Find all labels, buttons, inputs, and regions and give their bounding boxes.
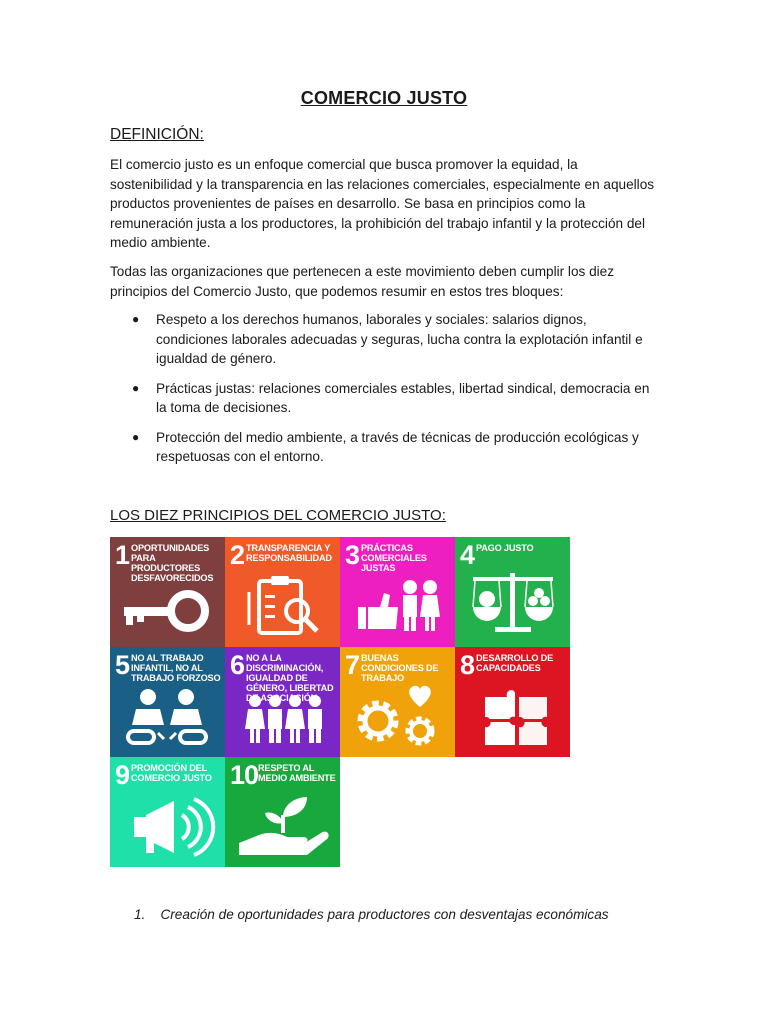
list-number: 1. (134, 907, 146, 922)
principle-tile-7 (340, 647, 455, 757)
bullet-list (110, 310, 660, 477)
principle-label: PROMOCIÓN DEL COMERCIO JUSTO (131, 763, 212, 783)
list-item-text: Creación de oportunidades para productores con desventajas económicas (160, 907, 609, 922)
principle-number: 2 (230, 540, 245, 570)
principle-tile-2 (225, 537, 340, 647)
principle-label: NO AL TRABAJO INFANTIL, NO AL TRABAJO FORZOSO (131, 653, 221, 683)
principle-label: OPORTUNIDADES PARA PRODUCTORES DESFAVORECIDOS (131, 543, 214, 583)
principle-label: DESARROLLO DE CAPACIDADES (476, 653, 554, 673)
numbered-list-item (134, 907, 609, 922)
principle-number: 3 (345, 540, 360, 570)
principle-tile-9 (110, 757, 225, 867)
list-item (110, 379, 660, 418)
bullet-icon: ● (132, 312, 140, 326)
principle-tile-6 (225, 647, 340, 757)
principle-label: PAGO JUSTO (476, 543, 534, 553)
list-item (110, 310, 660, 369)
principle-number: 4 (460, 540, 475, 570)
principle-tile-4 (455, 537, 570, 647)
principle-number: 8 (460, 650, 475, 680)
principles-heading: LOS DIEZ PRINCIPIOS DEL COMERCIO JUSTO: (110, 507, 446, 524)
intro-paragraph: Todas las organizaciones que pertenecen a este movimiento deben cumplir los diez principios del Comercio Justo, que podemos resumir en estos tres bloques: (110, 264, 615, 299)
principle-number: 10 (230, 760, 259, 790)
principle-label: RESPETO AL MEDIO AMBIENTE (258, 763, 336, 783)
principle-label: PRÁCTICAS COMERCIALES JUSTAS (361, 543, 427, 573)
definition-paragraph: El comercio justo es un enfoque comercial que busca promover la equidad, la sostenibilidad y la transparencia en las relaciones comerciales, especialmente en aquellos productos provenientes de países en desarrollo. Se basa en principios como la remuneración justa a los productores, la prohibición del trabajo infantil y la protección del medio ambiente. (110, 157, 655, 250)
principle-label: BUENAS CONDICIONES DE TRABAJO (361, 653, 439, 683)
principle-tile-1 (110, 537, 225, 647)
principle-number: 1 (115, 540, 130, 570)
bullet-icon: ● (132, 429, 140, 444)
principle-label: TRANSPARENCIA Y RESPONSABILIDAD (246, 543, 332, 563)
principle-number: 5 (115, 650, 130, 680)
bullet-icon: ● (132, 380, 140, 395)
principle-number: 6 (230, 650, 245, 680)
principles-grid (110, 537, 572, 867)
bullet-text: Respeto a los derechos humanos, laborales y sociales: salarios dignos, condiciones laborales adecuadas y seguras, lucha contra la explotación infantil e igualdad de género. (156, 312, 643, 366)
definition-heading: DEFINICIÓN: (110, 126, 204, 143)
principle-tile-8 (455, 647, 570, 757)
page-title: COMERCIO JUSTO (300, 88, 468, 108)
principle-label: NO A LA DISCRIMINACIÓN, IGUALDAD DE GÉNERO, LIBERTAD DE ASOCIACIÓN (246, 653, 334, 703)
principle-tile-10 (225, 757, 340, 867)
list-item (110, 428, 660, 467)
bullet-text: Protección del medio ambiente, a través de técnicas de producción ecológicas y respetuosas con el entorno. (156, 429, 639, 464)
principle-number: 7 (345, 650, 360, 680)
bullet-text: Prácticas justas: relaciones comerciales estables, libertad sindical, democracia en la toma de decisiones. (156, 380, 650, 415)
principle-tile-5 (110, 647, 225, 757)
principle-number: 9 (115, 760, 130, 790)
principle-tile-3 (340, 537, 455, 647)
